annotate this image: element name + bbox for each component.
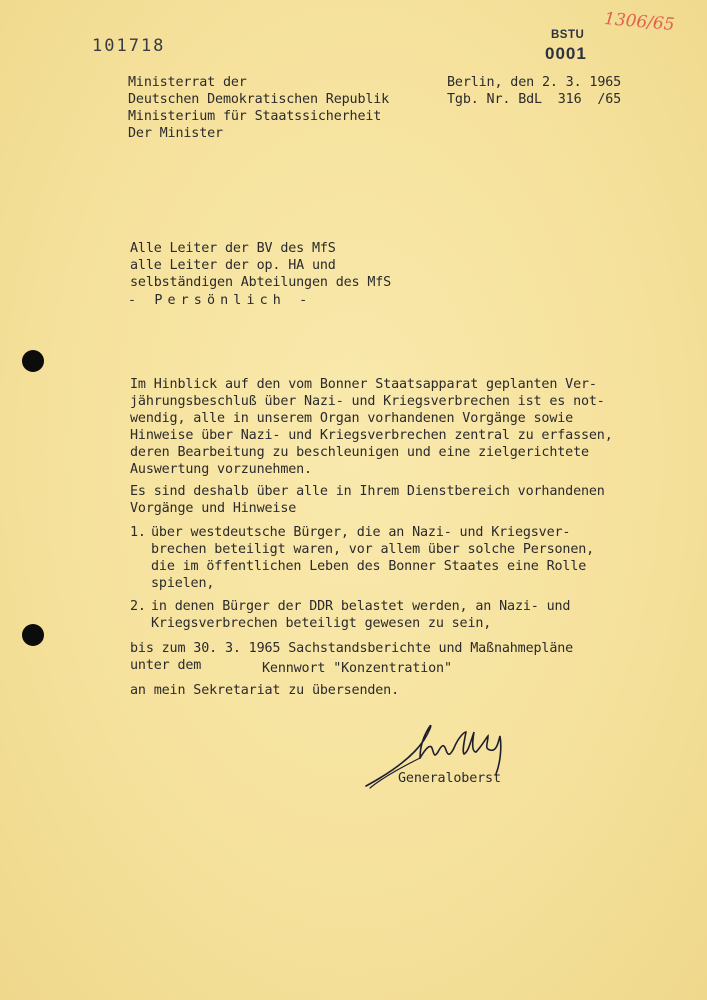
sender-line: Ministerium für Staatssicherheit <box>128 109 382 124</box>
bstu-stamp-number: 0001 <box>545 44 587 63</box>
text-line: Es sind deshalb über alle in Ihrem Dienstbereich vorhandenen <box>130 484 605 499</box>
text-line: an mein Sekretariat zu übersenden. <box>130 683 400 698</box>
sender-line: Deutschen Demokratischen Republik <box>128 92 390 107</box>
list-marker: 1. <box>130 525 146 540</box>
confidential-marking: - Persönlich - <box>128 293 313 308</box>
keyword-line: Kennwort "Konzentration" <box>262 661 452 676</box>
text-line: bis zum 30. 3. 1965 Sachstandsberichte und Maßnahmepläne <box>130 641 574 656</box>
text-line: in denen Bürger der DDR belastet werden, an Nazi- und <box>151 599 571 614</box>
handwritten-archive-note: 1306/65 <box>603 8 676 36</box>
punch-hole-top <box>22 350 44 372</box>
recipient-line: selbständigen Abteilungen des MfS <box>130 275 392 290</box>
sender-line: Ministerrat der <box>128 75 247 90</box>
text-line: wendig, alle in unserem Organ vorhandenen Vorgänge sowie <box>130 411 574 426</box>
punch-hole-bottom <box>22 624 44 646</box>
bstu-stamp-label: BSTU <box>551 29 585 41</box>
list-marker: 2. <box>130 599 146 614</box>
recipient-line: Alle Leiter der BV des MfS <box>130 241 336 256</box>
text-line: die im öffentlichen Leben des Bonner Staates eine Rolle <box>151 559 587 574</box>
text-line: über westdeutsche Bürger, die an Nazi- und Kriegsver- <box>151 525 571 540</box>
sender-line: Der Minister <box>128 126 223 141</box>
text-line: deren Bearbeitung zu beschleunigen und eine zielgerichtete <box>130 445 589 460</box>
text-line: Kriegsverbrechen beteiligt gewesen zu sein, <box>151 616 492 631</box>
place-date: Berlin, den 2. 3. 1965 <box>447 75 622 90</box>
text-line: unter dem <box>130 658 202 673</box>
text-line: spielen, <box>151 576 215 591</box>
journal-number: Tgb. Nr. BdL 316 /65 <box>447 92 622 107</box>
text-line: Im Hinblick auf den vom Bonner Staatsapparat geplanten Ver- <box>130 377 597 392</box>
text-line: Hinweise über Nazi- und Kriegsverbrechen zentral zu erfassen, <box>130 428 613 443</box>
text-line: Auswertung vorzunehmen. <box>130 462 312 477</box>
text-line: brechen beteiligt waren, vor allem über solche Personen, <box>151 542 595 557</box>
recipient-line: alle Leiter der op. HA und <box>130 258 336 273</box>
document-number: 101718 <box>92 36 166 56</box>
signature-title: Generaloberst <box>398 771 501 786</box>
text-line: Vorgänge und Hinweise <box>130 501 297 516</box>
text-line: jährungsbeschluß über Nazi- und Kriegsverbrechen ist es not- <box>130 394 605 409</box>
